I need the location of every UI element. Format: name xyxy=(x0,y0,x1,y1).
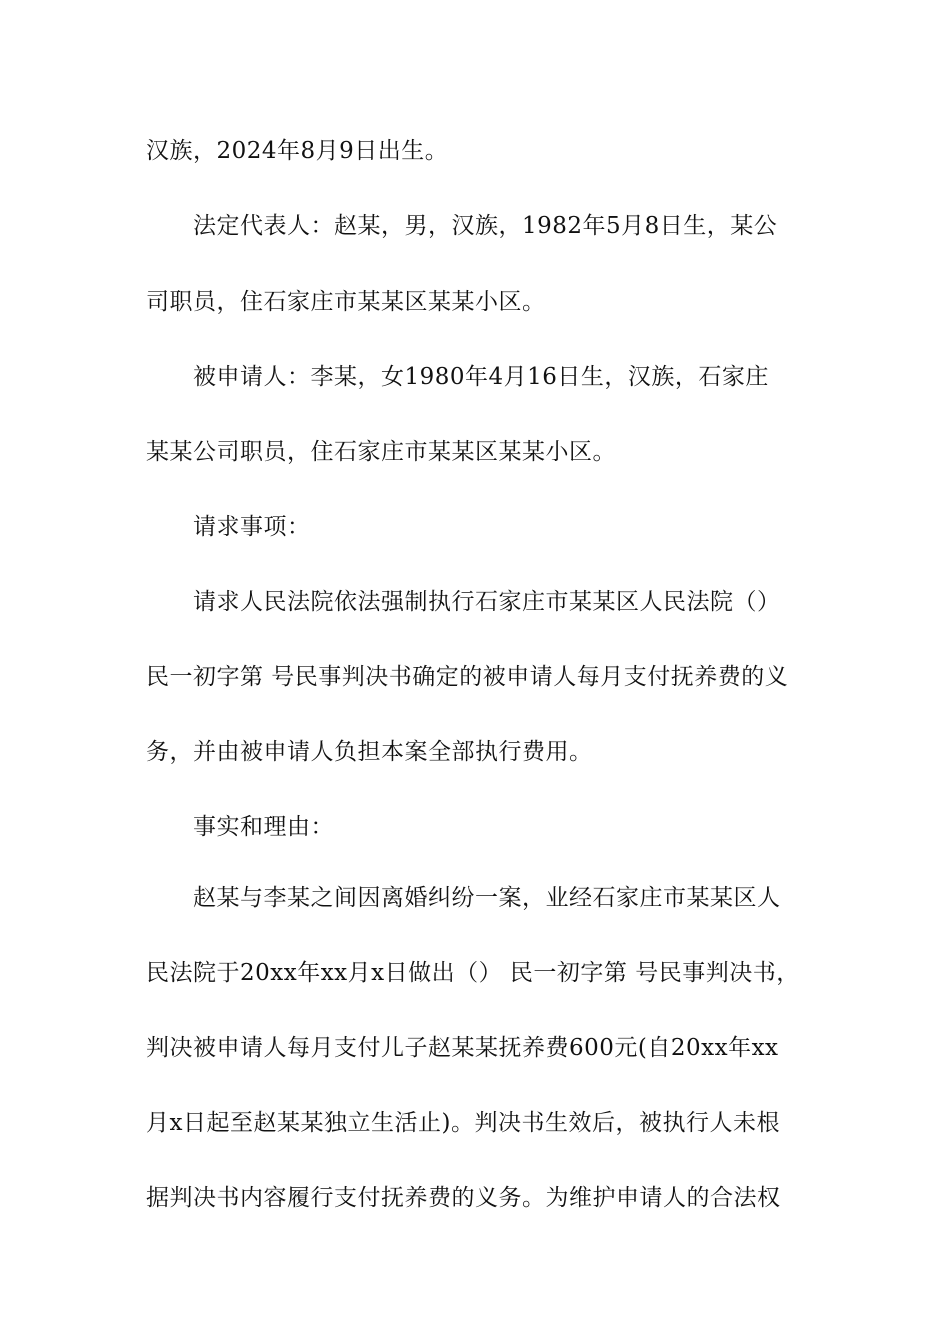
text-line: 判决被申请人每月支付儿子赵某某抚养费600元(自20xx年xx xyxy=(146,1035,779,1061)
text-line: 某某公司职员，住石家庄市某某区某某小区。 xyxy=(146,439,616,465)
text-line: 民法院于20xx年xx月x日做出（） 民一初字第 号民事判决书， xyxy=(146,960,800,986)
text-line: 请求人民法院依法强制执行石家庄市某某区人民法院（） xyxy=(193,589,781,615)
text-line: 月x日起至赵某某独立生活止)。判决书生效后，被执行人未根 xyxy=(146,1110,780,1136)
text-line: 被申请人：李某，女1980年4月16日生，汉族，石家庄 xyxy=(193,364,769,390)
text-line: 据判决书内容履行支付抚养费的义务。为维护申请人的合法权 xyxy=(146,1185,781,1211)
section-heading: 请求事项： xyxy=(193,514,311,540)
text-line: 民一初字第 号民事判决书确定的被申请人每月支付抚养费的义 xyxy=(146,664,789,690)
text-line: 赵某与李某之间因离婚纠纷一案，业经石家庄市某某区人 xyxy=(193,885,781,911)
section-heading: 事实和理由： xyxy=(193,814,334,840)
text-line: 法定代表人：赵某，男，汉族，1982年5月8日生，某公 xyxy=(193,213,778,239)
text-line: 汉族，2024年8月9日出生。 xyxy=(146,138,449,164)
text-line: 务，并由被申请人负担本案全部执行费用。 xyxy=(146,739,593,765)
text-line: 司职员，住石家庄市某某区某某小区。 xyxy=(146,289,546,315)
